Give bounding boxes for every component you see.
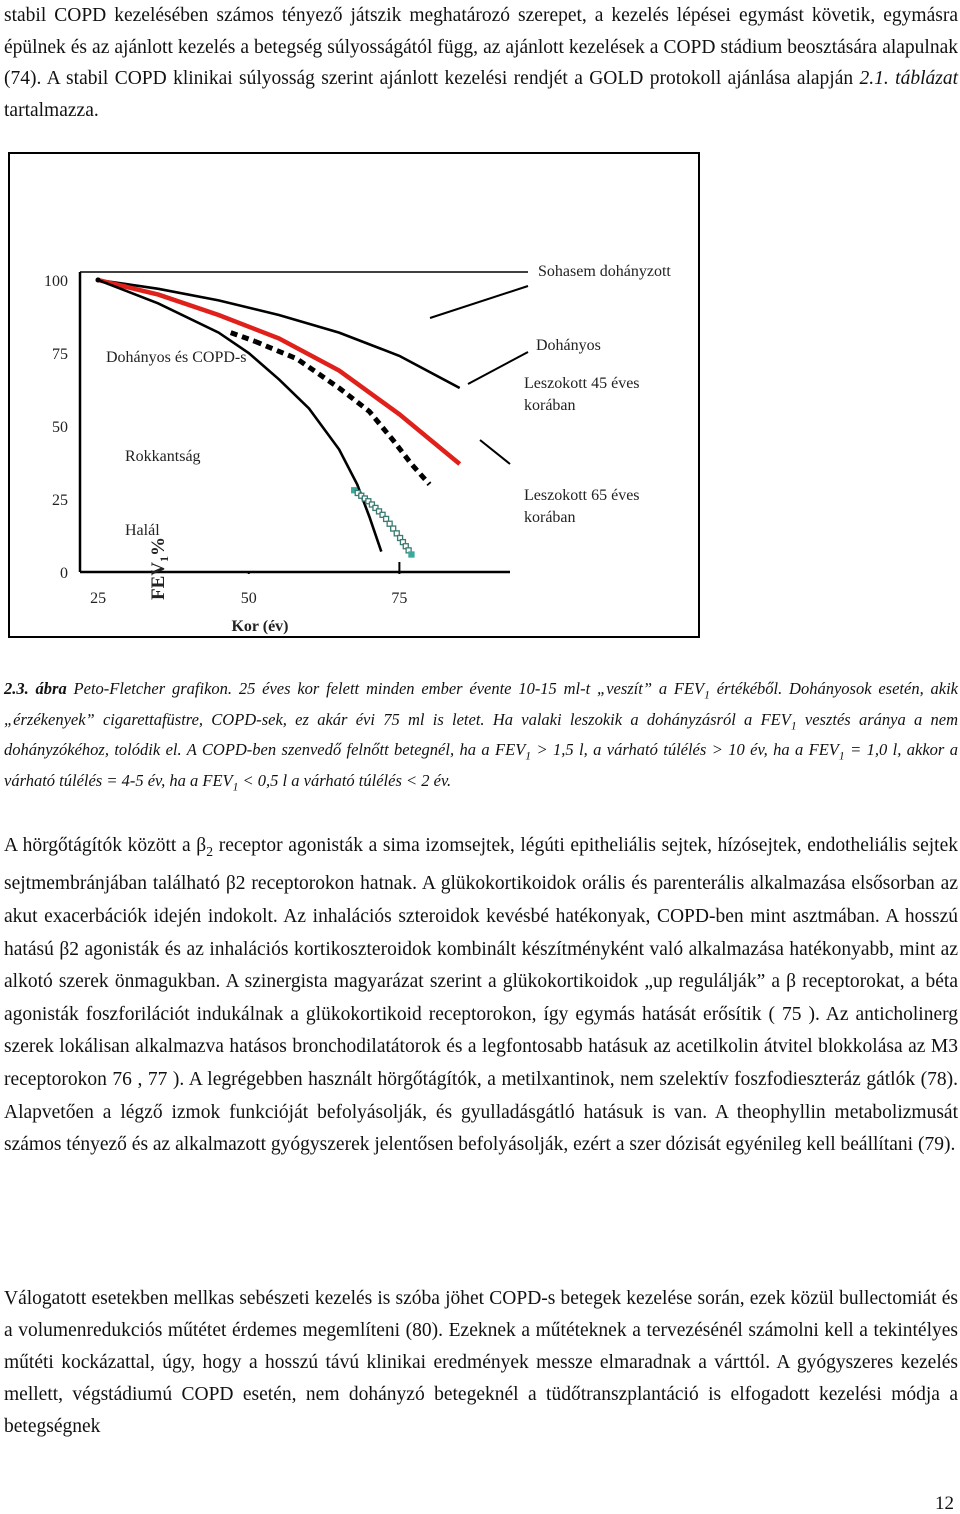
caption-subscript: 1 <box>838 750 845 763</box>
annotation-pointer <box>480 440 510 464</box>
chart-labels <box>44 263 671 635</box>
body-text: receptor agonisták a sima izomsejtek, légúti epitheliális sejtek, hízósejtek, endotheliális sejtek sejtmembránjában található β2 receptorokon hatnak. A glükokortikoidok orális és parenterális alkalmazása elsősorban az akut exacerbációk idején indokolt. Az inhalációs szteroidok kevésbé hatékonyak, COPD-ben mint asztmában. A hosszú hatású β2 agonisták és az inhalációs kortikoszteroidok kombinált készítményként való alkalmazása hatékonyabb, mint az alkotó szerek önmagukban. A szinergista magyarázat szerint a glükokortikoidok „up regulálják” a β receptorokat, a béta agonisták foszforilációt indukálnak a glükokortikoid receptorokon, így egymás hatását erősítik ( 75 ). Az anticholinerg szerek lokálisan alkalmazva hatásos bronchodilatátorok és a legfontosabb hatásuk az acetilkolin átvitel blokkolása az M3 receptorokon 76 , 77 ). A legrégebben használt hörgőtágítók, a metilxantinok, nem szelektív foszfodieszteráz gátlók (78). Alapvetően a légző izmok funkcióját befolyásolják, és gyulladásgátló hatásuk is van. A theophyllin metabolizmusát számos tényező és az alkalmazott gyógyszerek jelentősen befolyásolják, ezért a szer dózisát egyénileg kell beállítani (79). <box>4 835 958 1156</box>
caption-subscript: 1 <box>232 781 239 794</box>
caption-subscript: 1 <box>525 750 532 763</box>
caption-text: < 0,5 l a várható túlélés < 2 év. <box>238 771 452 791</box>
intro-text: stabil COPD kezelésében számos tényező játszik meghatározó szerepet, a kezelés lépései egymást követik, egymásra épülnek és az ajánlott kezelés a betegség súlyosságától függ, az ajánlott kezelések a COPD stádium beosztására alapulnak (74). A stabil COPD klinikai súlyosság szerint ajánlott kezelési rendjét a GOLD protokoll ajánlása alapján <box>4 5 958 89</box>
caption-subscript: 1 <box>704 689 710 702</box>
y-tick-label: 75 <box>52 346 68 363</box>
annotation-pointer <box>468 352 528 384</box>
y-tick-label: 0 <box>60 565 68 582</box>
caption-text: vesztés aránya a nem dohányzókéhoz, tolódik el. A COPD-ben szenvedő felnőtt betegnél, ha a FEV <box>4 709 958 760</box>
y-tick-label: 25 <box>52 492 68 509</box>
series-line-1 <box>98 280 460 464</box>
table-reference: 2.1. táblázat <box>859 68 958 89</box>
body-text: Válogatott esetekben mellkas sebészeti kezelés is szóba jöhet COPD-s betegek kezelése során, ezek közül bullectomiát és a volumenredukciós műtétet érdemes megemlíteni (80). Ezeknek a műtéteknek a tervezésénél számolni kell a tekintélyes műtéti kockázattal, úgy, hogy a hosszú távú klinikai eredmények messze elmaradnak a várttól. A gyógyszeres kezelés mellett, végstádiumú COPD esetén, nem dohányzó betegeknél a tüdőtranszplantáció is elfogadott kezelési módja a betegségnek <box>4 1288 958 1437</box>
label-smoker: Dohányos <box>536 337 601 354</box>
x-axis-label: Kor (év) <box>231 618 289 635</box>
label-quit-65: Leszokott 65 éves <box>524 487 640 504</box>
series-start-point <box>96 278 101 283</box>
x-tick-label: 50 <box>240 590 257 607</box>
caption-subscript: 1 <box>790 720 797 732</box>
series-line-3 <box>231 333 255 342</box>
peto-fletcher-chart <box>10 154 698 636</box>
caption-text: > 1,5 l, a várható túlélés > 10 év, ha a FEV <box>531 740 839 760</box>
figure-frame <box>8 152 700 638</box>
beta-subscript: 2 <box>206 843 214 859</box>
chart-series <box>96 278 460 557</box>
intro-text-end: tartalmazza. <box>4 99 99 121</box>
annotation-pointer <box>430 286 528 318</box>
series-box-marker <box>409 552 414 557</box>
label-smoker-copd: Dohányos és COPD-s <box>106 349 247 366</box>
x-tick-label: 75 <box>391 590 408 607</box>
body-text: A hörgőtágítók között a β <box>4 835 207 856</box>
y-tick-label: 50 <box>52 419 68 436</box>
caption-text: értékéből. Dohányosok esetén, akik „érzékenyek” cigarettafüstre, COPD-sek, ez akár évi 75 ml is letet. Ha valaki leszokik a dohányzásról a FEV <box>4 679 958 729</box>
series-line-2 <box>98 280 381 552</box>
label-never-smoked: Sohasem dohányzott <box>538 263 671 280</box>
label-disability: Rokkantság <box>125 448 201 465</box>
series-line-0 <box>98 280 460 388</box>
y-tick-label: 100 <box>44 273 68 290</box>
intro-paragraph <box>4 0 958 126</box>
label-quit-45: Leszokott 45 éves <box>524 375 640 392</box>
label-quit-45-cont: korában <box>524 397 576 414</box>
x-tick-label: 25 <box>90 590 107 607</box>
label-death: Halál <box>125 522 160 539</box>
label-quit-65-cont: korában <box>524 509 576 526</box>
figure-caption <box>4 677 958 800</box>
series-line-4 <box>255 341 430 484</box>
caption-text: = 1,0 l, akkor a várható túlélés = 4-5 év, ha a FEV <box>4 740 958 791</box>
page-number: 12 <box>935 1493 954 1514</box>
caption-text: Peto-Fletcher grafikon. 25 éves kor felett minden ember évente 10-15 ml-t „veszít” a FEV <box>66 679 705 698</box>
caption-label: 2.3. ábra <box>4 679 67 698</box>
bronchodilator-paragraph <box>4 830 958 1162</box>
surgery-paragraph <box>4 1283 958 1443</box>
y-axis-label: $FEV_1\%$ <box>148 537 171 600</box>
